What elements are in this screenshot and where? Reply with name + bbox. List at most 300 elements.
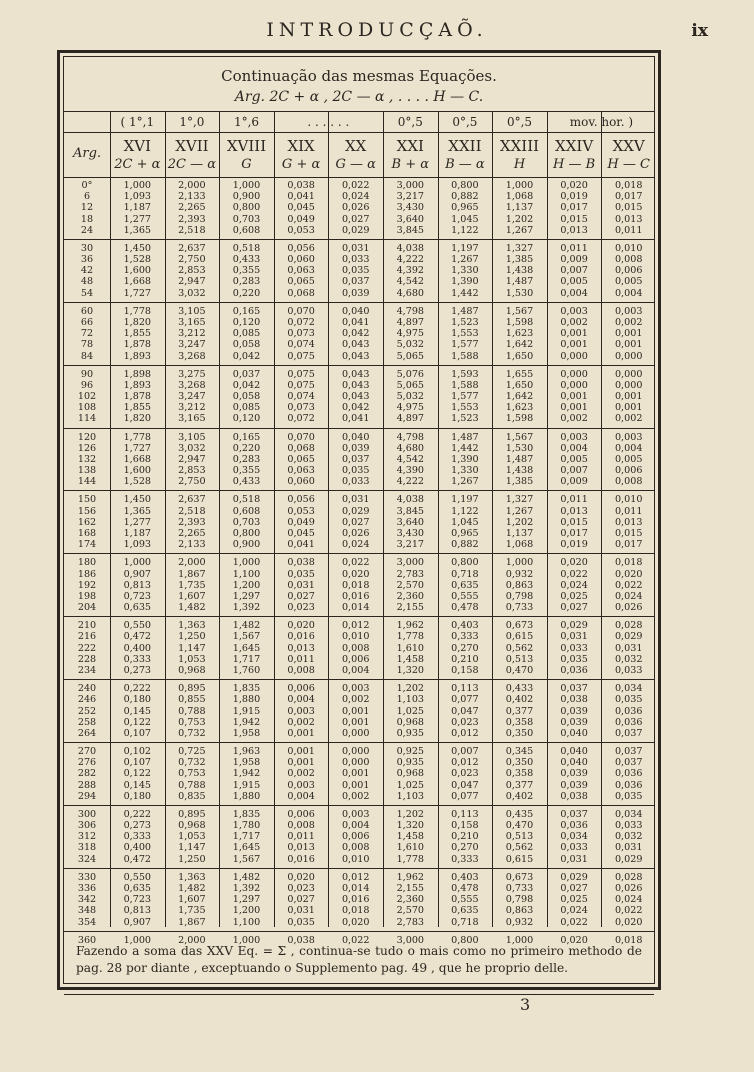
value-cell: 0,003 (341, 683, 370, 695)
column-rule (601, 111, 602, 927)
table-row (64, 809, 654, 820)
value-cell: 0,037 (614, 727, 643, 739)
value-cell: 0,435 (505, 808, 534, 820)
value-cell: 1,365 (123, 505, 152, 517)
value-cell: 1,735 (178, 579, 206, 591)
value-cell: 3,105 (178, 305, 206, 317)
value-cell: 0,034 (560, 831, 588, 843)
table-row (64, 643, 654, 654)
value-cell: 0,008 (341, 642, 370, 654)
value-cell: 0,033 (560, 842, 588, 854)
arg-cell: 42 (80, 265, 94, 277)
column-header (328, 131, 383, 177)
value-cell: 1,778 (123, 431, 152, 443)
value-cell: 0,723 (123, 590, 152, 602)
value-cell: 0,023 (287, 602, 315, 614)
value-cell: 0,345 (505, 746, 534, 758)
value-cell: 1,122 (451, 224, 479, 236)
value-cell: 0,034 (614, 683, 643, 695)
value-cell: 0,035 (614, 694, 643, 706)
value-cell: 0,788 (178, 779, 206, 791)
value-cell: 0,075 (287, 368, 315, 380)
value-cell: 0,001 (341, 716, 370, 728)
value-cell: 1,202 (396, 683, 425, 695)
arg-cell: 84 (80, 350, 94, 362)
value-cell: 1,458 (396, 653, 425, 665)
value-cell: 0,015 (614, 528, 643, 540)
arg-cell: 306 (77, 820, 97, 832)
column-rule (274, 111, 275, 927)
value-cell: 0,037 (614, 746, 643, 758)
value-cell: 0,932 (505, 568, 534, 580)
value-cell: 1,530 (505, 442, 534, 454)
value-cell: 0,001 (341, 779, 370, 791)
value-cell: 1,567 (232, 853, 261, 865)
row-group (64, 806, 654, 869)
value-cell: 0,003 (560, 305, 588, 317)
value-cell: 3,032 (178, 287, 206, 299)
value-cell: 1,942 (232, 716, 261, 728)
value-cell: 1,760 (232, 664, 261, 676)
value-cell: 0,053 (287, 224, 315, 236)
table-row (64, 380, 654, 391)
table-row (64, 351, 654, 362)
value-cell: 0,033 (341, 254, 370, 266)
value-cell: 0,007 (560, 265, 588, 277)
value-cell: 2,000 (178, 180, 206, 191)
value-cell: 0,433 (232, 254, 261, 266)
value-cell: 0,028 (614, 620, 643, 632)
column-rule (165, 111, 166, 927)
arg-cell: 156 (77, 505, 97, 517)
value-cell: 0,015 (560, 516, 588, 528)
value-cell: 0,026 (341, 202, 370, 214)
table-row (64, 432, 654, 443)
value-cell: 0,798 (505, 894, 534, 906)
value-cell: 0,022 (560, 916, 588, 928)
arg-cell: 114 (77, 413, 97, 425)
value-cell: 2,265 (178, 528, 206, 540)
column-rule (328, 111, 329, 927)
column-argument: G + α (281, 157, 321, 172)
value-cell: 0,001 (614, 328, 643, 340)
value-cell: 1,598 (505, 316, 534, 328)
column-argument: 2C — α (167, 157, 217, 172)
value-cell: 0,017 (614, 191, 643, 203)
value-cell: 0,017 (614, 539, 643, 551)
value-cell: 1,607 (178, 590, 206, 602)
value-cell: 0,222 (123, 808, 152, 820)
value-cell: 1,442 (451, 442, 479, 454)
value-cell: 0,002 (341, 790, 370, 802)
value-cell: 4,798 (396, 305, 425, 317)
value-cell: 1,200 (232, 579, 261, 591)
value-cell: 0,034 (614, 808, 643, 820)
value-cell: 2,393 (178, 516, 206, 528)
value-cell: 1,277 (123, 213, 152, 225)
value-cell: 0,732 (178, 757, 206, 769)
arg-cell: 108 (77, 402, 97, 414)
value-cell: 0,009 (560, 254, 588, 266)
value-cell: 0,703 (232, 516, 261, 528)
arg-cell: 102 (77, 391, 97, 403)
value-cell: 0,518 (232, 494, 261, 506)
table-row (64, 306, 654, 317)
value-cell: 0,028 (614, 871, 643, 883)
value-cell: 1,588 (451, 379, 479, 391)
value-cell: 0,004 (287, 790, 315, 802)
row-group (64, 554, 654, 617)
value-cell: 0,900 (232, 191, 261, 203)
value-cell: 0,012 (451, 757, 479, 769)
value-cell: 1,100 (232, 568, 261, 580)
value-cell: 2,637 (178, 242, 206, 254)
table-row (64, 665, 654, 676)
value-cell: 0,800 (451, 934, 479, 946)
value-cell: 1,000 (505, 180, 534, 191)
value-cell: 3,212 (178, 402, 206, 414)
value-cell: 0,008 (341, 842, 370, 854)
value-cell: 0,033 (614, 664, 643, 676)
table-row (64, 339, 654, 350)
value-cell: 0,005 (560, 276, 588, 288)
value-cell: 0,011 (614, 224, 643, 236)
value-cell: 1,385 (505, 476, 534, 488)
value-cell: 0,733 (505, 602, 534, 614)
value-cell: 0,020 (614, 916, 643, 928)
arg-cell: 264 (77, 727, 97, 739)
value-cell: 0,968 (178, 664, 206, 676)
arg-cell: 222 (77, 642, 97, 654)
value-cell: 0,060 (287, 254, 315, 266)
table-row (64, 539, 654, 550)
value-cell: 0,470 (505, 664, 534, 676)
value-cell: 1,867 (178, 916, 206, 928)
value-cell: 0,043 (341, 350, 370, 362)
value-cell: 0,813 (123, 905, 152, 917)
folio-number: ix (691, 21, 708, 41)
value-cell: 0,000 (614, 368, 643, 380)
value-cell: 0,113 (451, 808, 479, 820)
value-cell: 0,072 (287, 413, 315, 425)
value-cell: 0,000 (560, 350, 588, 362)
value-cell: 1,267 (451, 476, 479, 488)
arg-cell: 6 (83, 191, 91, 203)
value-cell: 0,056 (287, 494, 315, 506)
value-cell: 0,002 (287, 768, 315, 780)
value-cell: 0,012 (341, 871, 370, 883)
arg-cell: 348 (77, 905, 97, 917)
value-cell: 1,438 (505, 265, 534, 277)
value-cell: 0,043 (341, 379, 370, 391)
column-rule (547, 111, 548, 927)
value-cell: 1,567 (505, 305, 534, 317)
value-cell: 0,900 (232, 539, 261, 551)
value-cell: 0,907 (123, 568, 152, 580)
table-argument-line: Arg. 2C + α , 2C — α , . . . . H — C. (234, 89, 484, 105)
value-cell: 5,032 (396, 339, 425, 351)
column-rule (438, 111, 439, 927)
value-cell: 0,012 (341, 620, 370, 632)
column-number: XX (345, 137, 367, 155)
value-cell: 0,968 (396, 768, 425, 780)
value-cell: 0,355 (232, 265, 261, 277)
value-cell: 0,038 (287, 934, 315, 946)
value-cell: 0,039 (560, 705, 588, 717)
value-cell: 0,029 (614, 631, 643, 643)
value-cell: 0,070 (287, 305, 315, 317)
column-number: XXIII (499, 137, 540, 155)
value-cell: 0,056 (287, 242, 315, 254)
value-cell: 0,024 (560, 905, 588, 917)
footnote: Fazendo a soma das XXV Eq. = Σ , continua-se tudo o mais como no primeiro methodo de pag. 28 por diante , exceptuando o Supplemento pag. 49 , que he proprio delle. (76, 944, 642, 975)
value-cell: 0,024 (341, 539, 370, 551)
value-cell: 2,750 (178, 254, 206, 266)
value-cell: 0,063 (287, 465, 315, 477)
value-cell: 0,800 (451, 180, 479, 191)
column-header (383, 131, 438, 177)
value-cell: 0,038 (560, 694, 588, 706)
value-cell: 0,020 (287, 871, 315, 883)
value-cell: 0,006 (614, 265, 643, 277)
value-cell: 0,270 (451, 642, 479, 654)
arg-cell: 126 (77, 442, 97, 454)
column-header (274, 131, 329, 177)
value-cell: 1,915 (232, 779, 261, 791)
value-cell: 4,975 (396, 402, 425, 414)
value-cell: 1,487 (505, 453, 534, 465)
row-group (64, 177, 654, 240)
value-cell: 0,047 (451, 779, 479, 791)
value-cell: 3,247 (178, 391, 206, 403)
value-cell: 0,003 (341, 808, 370, 820)
arg-cell: 96 (80, 379, 94, 391)
value-cell: 1,600 (123, 465, 152, 477)
value-cell: 0,004 (560, 442, 588, 454)
column-number: XVIII (226, 137, 267, 155)
value-cell: 0,882 (451, 539, 479, 551)
value-cell: 0,068 (287, 287, 315, 299)
value-cell: 1,835 (232, 683, 261, 695)
value-cell: 1,880 (232, 694, 261, 706)
value-cell: 5,065 (396, 379, 425, 391)
value-cell: 1,778 (123, 305, 152, 317)
value-cell: 0,635 (451, 579, 479, 591)
value-cell: 1,045 (451, 516, 479, 528)
value-cell: 3,000 (396, 934, 425, 946)
arg-cell: 336 (77, 882, 97, 894)
value-cell: 0,283 (232, 276, 261, 288)
value-cell: 0,026 (341, 528, 370, 540)
arg-cell: 48 (80, 276, 94, 288)
value-cell: 1,942 (232, 768, 261, 780)
value-cell: 1,962 (396, 871, 425, 883)
arg-cell: 60 (80, 305, 94, 317)
value-cell: 0,024 (614, 590, 643, 602)
value-cell: 0,001 (287, 757, 315, 769)
value-cell: 1,187 (123, 202, 152, 214)
value-cell: 0,333 (451, 631, 479, 643)
arg-cell: 228 (77, 653, 97, 665)
value-cell: 0,813 (123, 579, 152, 591)
value-cell: 0,753 (178, 716, 206, 728)
value-cell: 1,147 (178, 842, 206, 854)
value-cell: 0,006 (287, 683, 315, 695)
value-cell: 1,668 (123, 453, 152, 465)
column-argument: 2C + α (114, 157, 161, 172)
arg-cell: 144 (77, 476, 97, 488)
value-cell: 0,013 (614, 516, 643, 528)
value-cell: 1,327 (505, 494, 534, 506)
value-cell: 0,006 (341, 653, 370, 665)
value-cell: 0,001 (560, 402, 588, 414)
value-cell: 0,965 (451, 202, 479, 214)
value-cell: 0,120 (232, 316, 261, 328)
table-row (64, 454, 654, 465)
value-cell: 0,049 (287, 213, 315, 225)
arg-cell: 324 (77, 853, 97, 865)
value-cell: 0,075 (287, 379, 315, 391)
value-cell: 0,024 (560, 579, 588, 591)
value-cell: 1,297 (232, 894, 261, 906)
value-cell: 0,020 (341, 568, 370, 580)
value-cell: 0,015 (614, 202, 643, 214)
table-row (64, 517, 654, 528)
value-cell: 0,043 (341, 339, 370, 351)
arg-cell: 354 (77, 916, 97, 928)
value-cell: 1,610 (396, 642, 425, 654)
value-cell: 0,350 (505, 757, 534, 769)
value-cell: 1,600 (123, 265, 152, 277)
value-cell: 2,133 (178, 539, 206, 551)
value-cell: 5,065 (396, 350, 425, 362)
value-cell: 0,145 (123, 705, 152, 717)
value-cell: 0,026 (614, 602, 643, 614)
value-cell: 0,043 (341, 391, 370, 403)
value-cell: 0,002 (614, 413, 643, 425)
value-cell: 0,008 (614, 476, 643, 488)
value-cell: 0,220 (232, 442, 261, 454)
value-cell: 4,038 (396, 494, 425, 506)
value-cell: 0,016 (287, 631, 315, 643)
value-cell: 1,487 (451, 305, 479, 317)
value-cell: 0,022 (614, 905, 643, 917)
value-cell: 0,060 (287, 476, 315, 488)
value-cell: 0,033 (341, 476, 370, 488)
value-cell: 0,210 (451, 653, 479, 665)
value-cell: 0,403 (451, 871, 479, 883)
value-cell: 0,036 (614, 768, 643, 780)
value-cell: 0,615 (505, 853, 534, 865)
value-cell: 1,487 (505, 276, 534, 288)
value-cell: 4,038 (396, 242, 425, 254)
value-cell: 1,025 (396, 779, 425, 791)
row-group (64, 429, 654, 492)
column-rule (219, 111, 220, 927)
value-cell: 1,778 (396, 853, 425, 865)
value-cell: 0,013 (560, 505, 588, 517)
value-cell: 0,402 (505, 694, 534, 706)
value-cell: 1,137 (505, 202, 534, 214)
value-cell: 0,358 (505, 768, 534, 780)
arg-cell: 276 (77, 757, 97, 769)
value-cell: 5,032 (396, 391, 425, 403)
column-number: XIX (287, 137, 315, 155)
column-number: XXI (396, 137, 424, 155)
table-row (64, 369, 654, 380)
unit-label: ( 1°,1 (120, 115, 155, 129)
arg-cell: 174 (77, 539, 97, 551)
value-cell: 0,020 (560, 557, 588, 569)
value-cell: 1,320 (396, 820, 425, 832)
arg-cell: 162 (77, 516, 97, 528)
column-argument: H (513, 157, 526, 172)
arg-cell: 150 (77, 494, 97, 506)
value-cell: 2,853 (178, 265, 206, 277)
value-cell: 0,019 (560, 539, 588, 551)
value-cell: 0,008 (614, 254, 643, 266)
value-cell: 0,270 (451, 842, 479, 854)
column-rule (383, 111, 384, 927)
value-cell: 4,680 (396, 442, 425, 454)
value-cell: 0,037 (341, 276, 370, 288)
value-cell: 4,222 (396, 476, 425, 488)
value-cell: 3,430 (396, 528, 425, 540)
value-cell: 1,390 (451, 276, 479, 288)
value-cell: 0,835 (178, 790, 206, 802)
value-cell: 0,004 (614, 442, 643, 454)
value-cell: 0,615 (505, 631, 534, 643)
table-row (64, 683, 654, 694)
value-cell: 0,635 (123, 882, 152, 894)
value-cell: 0,968 (178, 820, 206, 832)
value-cell: 0,001 (614, 339, 643, 351)
value-cell: 0,002 (287, 716, 315, 728)
arg-cell: 204 (77, 602, 97, 614)
value-cell: 0,039 (341, 287, 370, 299)
value-cell: 0,102 (123, 746, 152, 758)
value-cell: 0,020 (341, 916, 370, 928)
table-row (64, 654, 654, 665)
value-cell: 0,798 (505, 590, 534, 602)
value-cell: 0,037 (560, 683, 588, 695)
value-cell: 1,482 (232, 871, 261, 883)
value-cell: 1,202 (505, 516, 534, 528)
value-cell: 0,011 (560, 242, 588, 254)
value-cell: 2,853 (178, 465, 206, 477)
value-cell: 2,518 (178, 224, 206, 236)
value-cell: 0,968 (396, 716, 425, 728)
value-cell: 0,045 (287, 202, 315, 214)
column-header (219, 131, 274, 177)
value-cell: 0,042 (341, 328, 370, 340)
value-cell: 0,025 (560, 894, 588, 906)
value-cell: 0,049 (287, 516, 315, 528)
value-cell: 0,038 (287, 180, 315, 191)
value-cell: 1,000 (123, 557, 152, 569)
value-cell: 0,165 (232, 305, 261, 317)
value-cell: 0,965 (451, 528, 479, 540)
value-cell: 0,041 (341, 413, 370, 425)
value-cell: 1,610 (396, 842, 425, 854)
value-cell: 0,074 (287, 339, 315, 351)
value-cell: 0,002 (341, 694, 370, 706)
value-cell: 1,650 (505, 379, 534, 391)
table-row (64, 883, 654, 894)
value-cell: 0,035 (341, 265, 370, 277)
table-row (64, 225, 654, 236)
value-cell: 4,897 (396, 316, 425, 328)
